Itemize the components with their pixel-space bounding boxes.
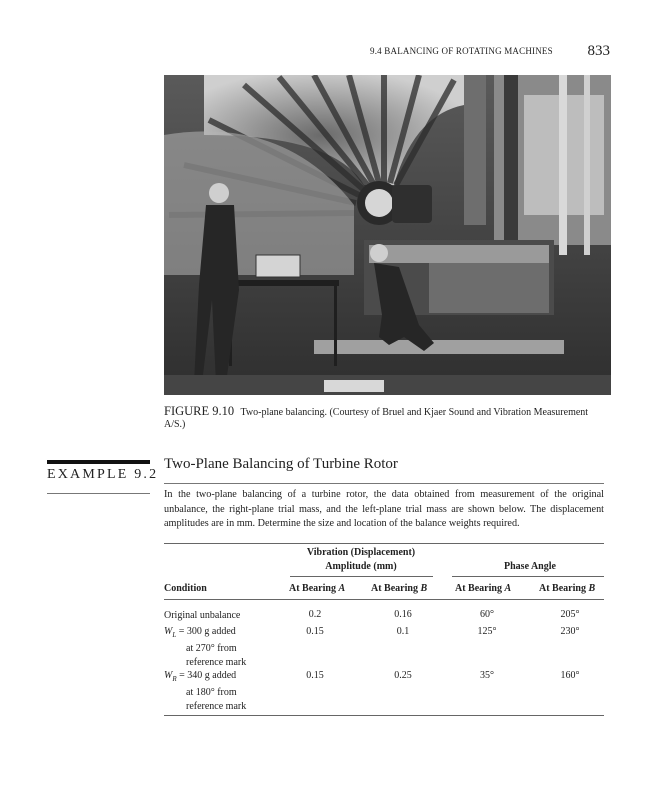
example-bar [47, 460, 150, 464]
example-title: Two-Plane Balancing of Turbine Rotor [164, 456, 398, 472]
vibration-header-line2: Amplitude (mm) [325, 561, 397, 572]
vibration-header-line1: Vibration (Displacement) [306, 547, 416, 558]
table-cell: 0.16 [394, 609, 412, 620]
amp-bearing-b-header: At Bearing B [371, 583, 428, 594]
table-cell: 230° [560, 626, 580, 637]
figure-caption-text: Two-plane balancing. (Courtesy of Bruel and Kjaer Sound and Vibration Measurement A/S.) [164, 407, 589, 430]
table-cell: 0.2 [308, 609, 322, 620]
amp-bearing-a-header: At Bearing A [289, 583, 346, 594]
table-cell: 60° [480, 609, 494, 620]
table-cell: 0.15 [306, 670, 324, 681]
vibration-group-rule [290, 576, 433, 577]
example-body: In the two-plane balancing of a turbine rotor, the data obtained from measurement of the original unbalance, the right-plane trial mass, and the left-plane trial mass are shown below. The displacement amplitudes are in mm. Determine the size and location of the balance weights required. [164, 489, 604, 529]
page-number: 833 [587, 43, 610, 59]
table-cell: 35° [480, 670, 494, 681]
table-cell: 0.1 [396, 626, 410, 637]
table-cell: 0.15 [306, 626, 324, 637]
table-row-condition: $W_L = 300$ g added at 270° from reference mark [164, 626, 247, 668]
phase-group-rule [452, 576, 604, 577]
table-cell: 160° [560, 670, 580, 681]
table-top-rule [164, 543, 604, 544]
table-bottom-rule [164, 715, 604, 716]
running-head-section: 9.4 BALANCING OF ROTATING MACHINES [370, 46, 553, 56]
phase-bearing-a-header: At Bearing A [455, 583, 512, 594]
figure-caption [164, 405, 611, 431]
example-label: EXAMPLE 9.2 [47, 467, 159, 482]
header-rule [164, 599, 604, 600]
table-cell: 0.25 [394, 670, 412, 681]
table-cell: 205° [560, 609, 580, 620]
example-rule [47, 493, 150, 494]
title-rule [164, 483, 604, 484]
phase-bearing-b-header: At Bearing B [539, 583, 596, 594]
figure-label: FIGURE 9.10 [164, 404, 235, 418]
table-row-condition: Original unbalance [164, 610, 241, 621]
turbine-balancing-photo [164, 75, 611, 395]
condition-header: Condition [164, 583, 207, 594]
phase-header: Phase Angle [504, 561, 556, 572]
running-head [370, 45, 610, 61]
table-cell: 125° [477, 626, 497, 637]
table-row-condition: $W_R = 340$ g added at 180° from reference mark [164, 670, 247, 712]
